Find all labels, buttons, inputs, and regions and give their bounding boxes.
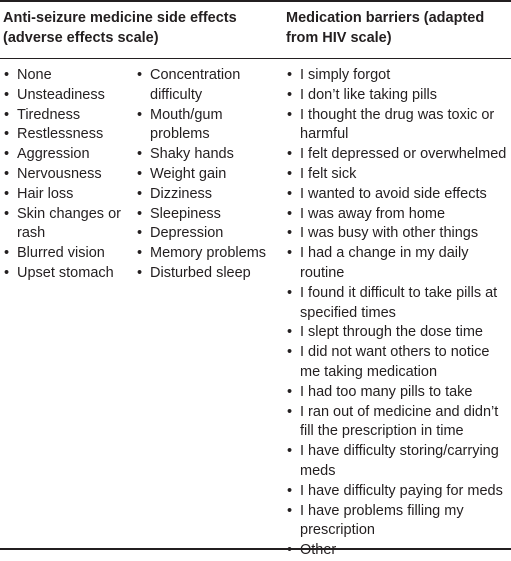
bullet-icon: • <box>287 482 293 499</box>
list-item-text: Other <box>300 542 337 559</box>
bullet-icon: • <box>4 165 10 182</box>
list-item <box>136 205 278 225</box>
bullet-icon: • <box>287 185 293 202</box>
bullet-icon: • <box>287 86 293 103</box>
list-item-text: Skin changes or rash <box>17 205 121 242</box>
list-item <box>3 205 131 245</box>
list-item <box>3 125 131 145</box>
bullet-icon: • <box>4 106 10 123</box>
bullet-icon: • <box>287 542 293 559</box>
list-item <box>136 224 278 244</box>
bullet-icon: • <box>4 67 10 83</box>
list-item-text: Hair loss <box>17 185 74 202</box>
bullet-icon: • <box>137 165 143 182</box>
list-item <box>286 224 510 244</box>
bullet-icon: • <box>287 383 293 400</box>
bullet-icon: • <box>137 245 143 262</box>
bullet-icon: • <box>137 106 143 123</box>
list-item <box>3 264 131 284</box>
list-item-text: Dizziness <box>150 185 213 202</box>
bullet-icon: • <box>137 225 143 242</box>
bullet-icon: • <box>4 245 10 262</box>
list-item-text: Concentration difficulty <box>150 67 241 103</box>
list-item-text: None <box>17 67 52 83</box>
list-item <box>286 205 510 225</box>
list-item <box>3 145 131 165</box>
list-item-text: Disturbed sleep <box>150 264 251 281</box>
list-item <box>286 502 510 542</box>
list-item <box>136 145 278 165</box>
bullet-icon: • <box>4 126 10 143</box>
list-item-text: Weight gain <box>150 165 227 182</box>
list-item <box>286 66 510 86</box>
list-item-text: Upset stomach <box>17 264 114 281</box>
bullet-icon: • <box>137 146 143 163</box>
list-item <box>286 284 510 324</box>
list-item-text: I was away from home <box>300 205 446 222</box>
list-item <box>286 244 510 284</box>
list-item-text: I simply forgot <box>300 67 391 83</box>
list-item <box>3 185 131 205</box>
column-header-barriers: Medication barriers (adapted from HIV scale) <box>286 10 485 46</box>
list-item <box>3 86 131 106</box>
bullet-icon: • <box>287 205 293 222</box>
list-item <box>136 264 278 284</box>
list-item <box>136 185 278 205</box>
list-item-text: Restlessness <box>17 126 104 143</box>
list-item-text: I was busy with other things <box>300 225 479 242</box>
list-item-text: Aggression <box>17 146 90 163</box>
list-item <box>286 343 510 383</box>
list-item-text: Nervousness <box>17 165 102 182</box>
barriers-list <box>286 66 510 561</box>
list-item-text: I have difficulty paying for meds <box>300 482 503 499</box>
list-item <box>136 66 278 106</box>
bullet-icon: • <box>287 165 293 182</box>
list-item <box>286 323 510 343</box>
bullet-icon: • <box>4 264 10 281</box>
table-top-rule <box>0 0 511 2</box>
list-item <box>286 442 510 482</box>
list-item <box>136 165 278 185</box>
list-item-text: I wanted to avoid side effects <box>300 185 487 202</box>
list-item <box>286 145 510 165</box>
list-item <box>136 244 278 264</box>
bullet-icon: • <box>287 284 293 301</box>
list-item <box>286 482 510 502</box>
bullet-icon: • <box>287 106 293 123</box>
bullet-icon: • <box>287 502 293 519</box>
list-item-text: I had too many pills to take <box>300 383 473 400</box>
list-item <box>136 106 278 146</box>
bullet-icon: • <box>137 264 143 281</box>
list-item <box>3 106 131 126</box>
list-item-text: Sleepiness <box>150 205 221 222</box>
list-item-text: I slept through the dose time <box>300 324 483 341</box>
bullet-icon: • <box>4 86 10 103</box>
list-item-text: Depression <box>150 225 224 242</box>
list-item-text: I had a change in my daily routine <box>300 245 469 281</box>
list-item-text: I thought the drug was toxic or harmful <box>300 106 495 143</box>
bullet-icon: • <box>4 146 10 163</box>
bullet-icon: • <box>137 185 143 202</box>
list-item-text: I have difficulty storing/carrying meds <box>300 443 499 479</box>
list-item <box>286 383 510 403</box>
list-item <box>286 106 510 146</box>
list-item-text: I don’t like taking pills <box>300 86 438 103</box>
bullet-icon: • <box>287 67 293 83</box>
bullet-icon: • <box>287 245 293 262</box>
list-item <box>3 244 131 264</box>
bullet-icon: • <box>4 205 10 222</box>
bullet-icon: • <box>287 146 293 163</box>
list-item <box>286 165 510 185</box>
list-item-text: Mouth/gum problems <box>150 106 223 143</box>
bullet-icon: • <box>287 324 293 341</box>
list-item-text: Unsteadiness <box>17 86 105 103</box>
list-item-text: I have problems filling my prescription <box>300 502 464 539</box>
bullet-icon: • <box>287 225 293 242</box>
side-effects-list-col1 <box>3 66 131 284</box>
bullet-icon: • <box>4 185 10 202</box>
list-item-text: I felt sick <box>300 165 357 182</box>
bullet-icon: • <box>287 403 293 420</box>
list-item-text: I felt depressed or overwhelmed <box>300 146 507 163</box>
table-header-rule <box>0 58 511 59</box>
list-item <box>286 86 510 106</box>
list-item <box>286 185 510 205</box>
bullet-icon: • <box>287 344 293 361</box>
list-item-text: Blurred vision <box>17 245 105 262</box>
list-item <box>286 403 510 443</box>
list-item-text: I did not want others to notice me taking medication <box>300 344 490 380</box>
list-item-text: I ran out of medicine and didn’t fill the prescription in time <box>300 403 499 440</box>
list-item <box>3 165 131 185</box>
bullet-icon: • <box>137 67 143 83</box>
list-item <box>3 66 131 86</box>
column-header-side-effects: Anti-seizure medicine side effects (adverse effects scale) <box>3 10 237 46</box>
list-item-text: Shaky hands <box>150 146 234 163</box>
bullet-icon: • <box>137 205 143 222</box>
list-item-text: Memory problems <box>150 245 267 262</box>
side-effects-list-col2 <box>136 66 278 284</box>
list-item-text: I found it difficult to take pills at specified times <box>300 284 498 321</box>
list-item <box>286 541 510 561</box>
bullet-icon: • <box>287 443 293 460</box>
list-item-text: Tiredness <box>17 106 81 123</box>
